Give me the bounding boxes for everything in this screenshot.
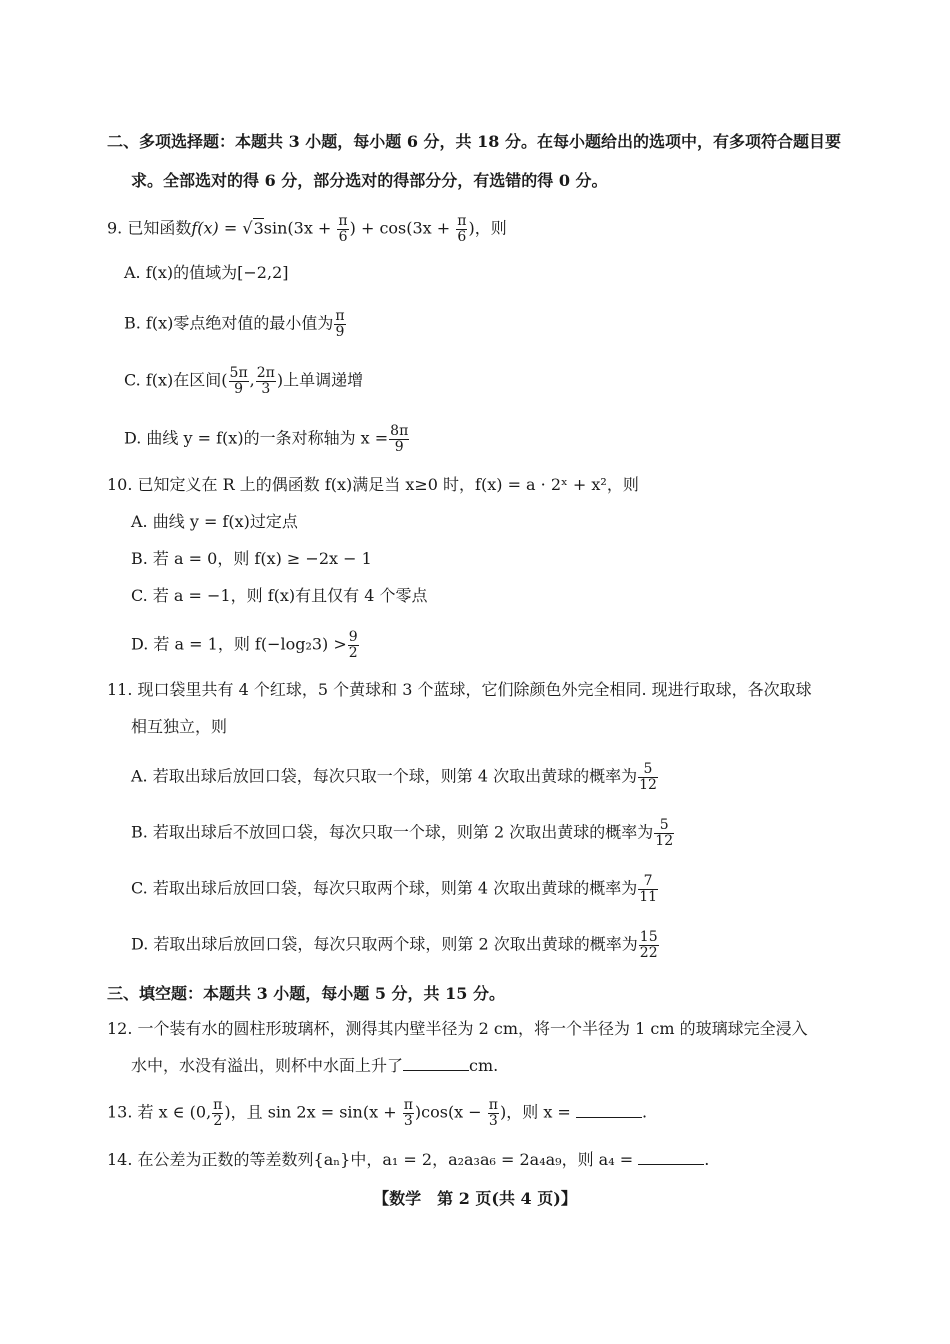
q14-answer-blank[interactable] bbox=[638, 1150, 704, 1165]
q10-option-a: A. 曲线 y = f(x)过定点 bbox=[131, 512, 298, 531]
q10-option-c: C. 若 a = −1，则 f(x)有且仅有 4 个零点 bbox=[131, 586, 428, 605]
q12-line2: 水中，水没有溢出，则杯中水面上升了 cm. bbox=[131, 1056, 499, 1075]
q9-option-d: D. 曲线 y = f(x)的一条对称轴为 x = $\frac{8\pi}{9}$ bbox=[124, 423, 409, 455]
q9-frac-pi-6-a: $\frac{\pi}{6}$ bbox=[338, 213, 348, 245]
section2-line1: 二、多项选择题：本题共 3 小题，每小题 6 分，共 18 分。在每小题给出的选项中，有多项符合题目要 bbox=[107, 132, 841, 151]
q12-line1: 12. 一个装有水的圆柱形玻璃杯，测得其内壁半径为 2 cm，将一个半径为 1 cm 的玻璃球完全浸入 bbox=[107, 1019, 808, 1038]
q9-option-a: A. f(x)的值域为[−2,2] bbox=[124, 263, 289, 282]
q10-option-b: B. 若 a = 0，则 f(x) ≥ −2x − 1 bbox=[131, 549, 372, 568]
section2-line2: 求。全部选对的得 6 分，部分选对的得部分分，有选错的得 0 分。 bbox=[131, 171, 608, 190]
q10-option-d: D. 若 a = 1，则 f(−log₂3) > $\frac{9}{2}$ bbox=[131, 629, 358, 661]
q10-stem: 10. 已知定义在 R 上的偶函数 f(x)满足当 x≥0 时，f(x) = a · 2ˣ + x²，则 bbox=[107, 475, 639, 494]
q11-option-c: C. 若取出球后放回口袋，每次只取两个球，则第 4 次取出黄球的概率为 $\frac{7}{11}$ bbox=[131, 873, 658, 905]
q11-stem-line2: 相互独立，则 bbox=[131, 717, 228, 736]
q11-stem-line1: 11. 现口袋里共有 4 个红球，5 个黄球和 3 个蓝球，它们除颜色外完全相同. 现进行取球，各次取球 bbox=[107, 680, 812, 699]
q9-frac-pi-6-b: $\frac{\pi}{6}$ bbox=[457, 213, 467, 245]
q9-stem: 9. 已知函数f(x) = √3sin(3x + $\frac{\pi}{6}$ ) + cos(3x + $\frac{\pi}{6}$ )，则 bbox=[107, 213, 507, 245]
q14-stem: 14. 在公差为正数的等差数列{aₙ}中，a₁ = 2，a₂a₃a₆ = 2a₄a₉，则 a₄ = . bbox=[107, 1150, 710, 1169]
q11-option-a: A. 若取出球后放回口袋，每次只取一个球，则第 4 次取出黄球的概率为 $\frac{5}{12}$ bbox=[131, 761, 657, 793]
q11-option-d: D. 若取出球后放回口袋，每次只取两个球，则第 2 次取出黄球的概率为 $\frac{15}{22}$ bbox=[131, 929, 658, 961]
page-footer: 【数学 第 2 页(共 4 页)】 bbox=[373, 1189, 577, 1208]
q13-answer-blank[interactable] bbox=[576, 1103, 642, 1118]
q9-option-c: C. f(x)在区间( $\frac{5\pi}{9}$ , $\frac{2\pi}{3}$ )上单调递增 bbox=[124, 365, 364, 397]
q12-answer-blank[interactable] bbox=[403, 1056, 469, 1071]
section3-title: 三、填空题：本题共 3 小题，每小题 5 分，共 15 分。 bbox=[107, 984, 505, 1003]
q13-stem: 13. 若 x ∈ (0, $\frac{\pi}{2}$ )，且 sin 2x = sin(x + $\frac{\pi}{3}$ )cos(x − $\frac{\pi}{3}$ )，则 x = . bbox=[107, 1097, 648, 1129]
q11-option-b: B. 若取出球后不放回口袋，每次只取一个球，则第 2 次取出黄球的概率为 $\frac{5}{12}$ bbox=[131, 817, 674, 849]
q9-option-b: B. f(x)零点绝对值的最小值为 $\frac{\pi}{9}$ bbox=[124, 308, 345, 340]
